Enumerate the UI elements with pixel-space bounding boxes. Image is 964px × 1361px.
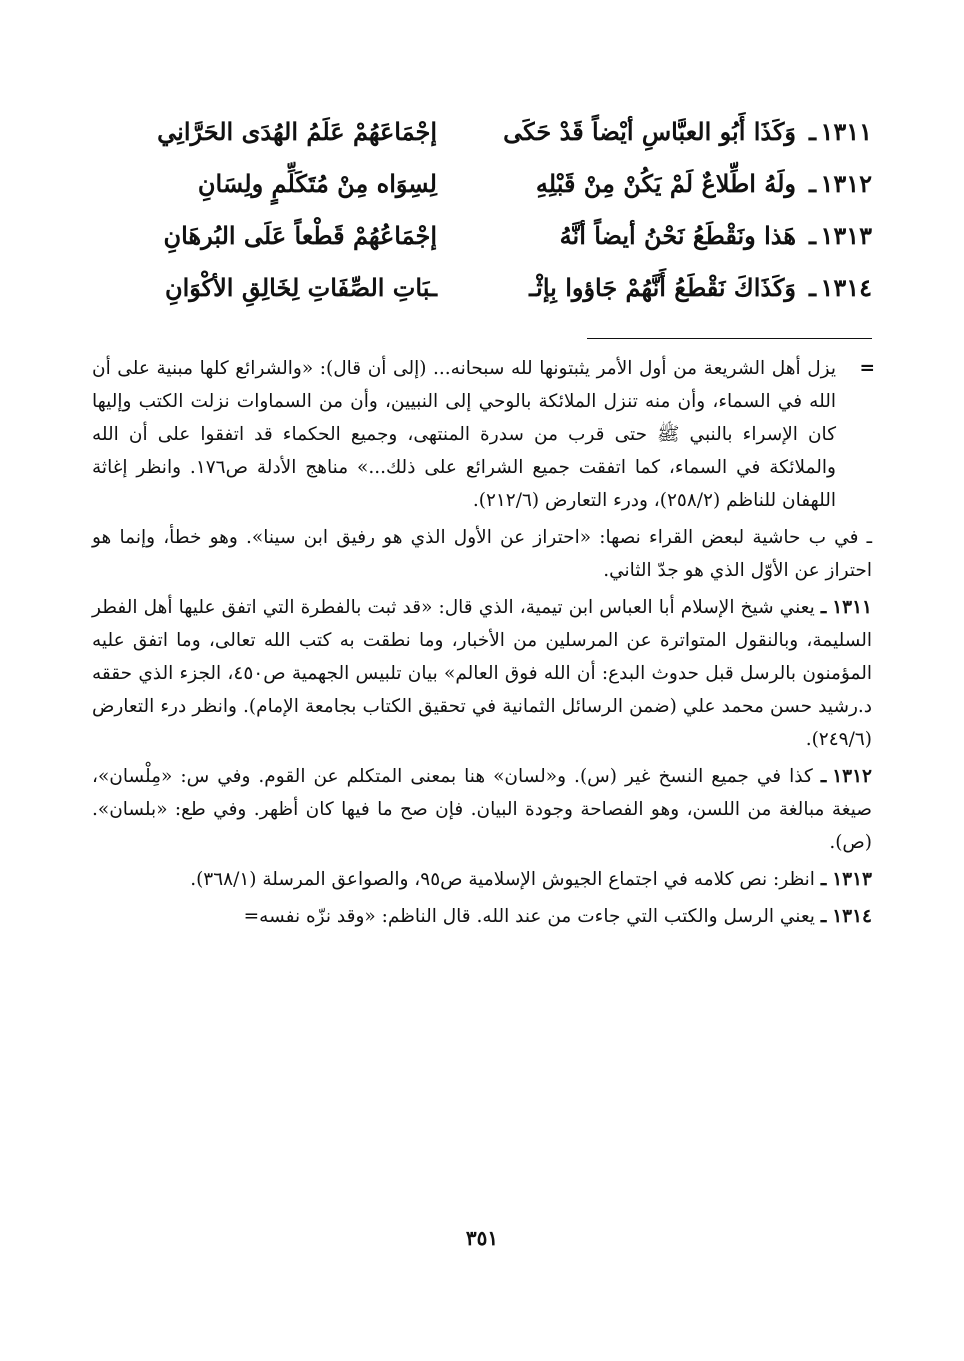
verse-second-hemistich: إجْمَاعُهُمْ قَطْعاً عَلَى البُرهَانِ: [163, 221, 437, 250]
verse-first-hemistich: وَكَذَا أَبُو العبَّاسِ أيْضاً قَدْ حَكَى: [503, 117, 796, 146]
verse-first-hemistich: هَذا ونَقْطَعُ نَحْنُ أيضاً أنَّهُ: [559, 221, 796, 250]
footnote-item: [92, 863, 872, 896]
footnote-text: كذا في جميع النسخ غير (س). و«لسان» هنا بمعنى المتكلم عن القوم. وفي س: «مِلْسان»، صيغة مبالغة من اللسن، وهو الفصاحة وجودة البيان. فإن صح ما فيها كان أظهر. وفي طع: «بلسان». (ص).: [92, 766, 872, 853]
verse-first-hemistich: ولَهُ اطِّلاعٌ لَمْ يَكُنْ مِنْ قَبْلِهِ: [535, 169, 796, 198]
continuation-marker: =: [859, 358, 875, 379]
verse-line: [87, 158, 872, 210]
footnote-dash: ـ: [820, 906, 827, 927]
verse-line: [87, 210, 872, 262]
verse-line: [87, 106, 872, 158]
footnote-number: ١٣١٣: [832, 869, 872, 890]
verse-number: ١٣١٢: [820, 169, 872, 198]
footnote-text: يعني الرسل والكتب التي جاءت من عند الله. قال الناظم: «وقد نزّه نفسه=: [243, 906, 815, 927]
footnote-number: ١٣١٤: [832, 906, 872, 927]
footnotes: [92, 352, 875, 937]
verse-second-hemistich: ـبَاتِ الصِّفَاتِ لِخَالِقِ الأكْوَانِ: [164, 273, 437, 302]
margin-note: [92, 521, 872, 587]
verse-dash: ـ: [808, 273, 816, 302]
footnote-number: ١٣١١: [832, 597, 872, 618]
continuation-text: يزل أهل الشريعة من أول الأمر يثبتونها لله سبحانه... (إلى أن قال): «والشرائع كلها مبنية على أن الله في السماء، وأن منه تنزل الملائكة بالوحي إلى النبيين، وأن من السماوات نزلت الكتب وإليها كان الإسراء بالنبي ﷺ حتى قرب من سدرة المنتهى، وجميع الحكماء قد اتفقوا على أن الله والملائكة في السماء، كما اتفقت جميع الشرائع على ذلك...» مناهج الأدلة ص١٧٦. وانظر إغاثة اللهفان للناظم (٢٥٨/٢)، ودرء التعارض (٢١٢/٦).: [92, 358, 836, 511]
margin-note-text: ـ في ب حاشية لبعض القراء نصها: «احتراز عن الأول الذي هو رفيق ابن سينا». وهو خطأ، وإنما هو احتراز عن الأوّل الذي هو جدّ الثاني.: [92, 527, 872, 581]
page-number: ٣٥١: [465, 1226, 499, 1250]
verse-line: [87, 262, 872, 314]
verse-dash: ـ: [808, 221, 816, 250]
footnote-dash: ـ: [820, 766, 827, 787]
footnote-dash: ـ: [820, 597, 827, 618]
verse-number: ١٣١٣: [820, 221, 872, 250]
poem-verses: [87, 106, 872, 314]
footnote-continuation: [92, 352, 875, 517]
verse-first-hemistich: وَكَذَاكَ نَقْطَعُ أَنَّهُمْ جَاؤوا بِإثْـ: [529, 273, 796, 302]
footnote-text: انظر: نص كلامه في اجتماع الجيوش الإسلامية ص٩٥، والصواعق المرسلة (٣٦٨/١).: [190, 869, 815, 890]
footnote-item: [92, 900, 872, 933]
footnote-number: ١٣١٢: [832, 766, 872, 787]
verse-dash: ـ: [808, 117, 816, 146]
footnote-text: يعني شيخ الإسلام أبا العباس ابن تيمية، الذي قال: «قد ثبت بالفطرة التي اتفق عليها أهل الفطر السليمة، وبالنقول المتواترة عن المرسلين من الأخبار، وما نطقت به كتب الله تعالى، وما اتفق عليه المؤمنون بالرسل قبل حدوث البدع: أن الله فوق العالم» بيان تلبيس الجهمية ص٤٥٠، الجزء الذي حققه د.رشيد حسن محمد علي (ضمن الرسائل الثمانية في تحقيق الكتاب بجامعة الإمام). وانظر درء التعارض (٢٤٩/٦).: [92, 597, 872, 750]
verse-number: ١٣١١: [820, 117, 872, 146]
footnote-separator: [587, 338, 872, 339]
verse-second-hemistich: إجْمَاعَهُمْ عَلَمُ الهُدَى الحَرَّانِي: [157, 117, 437, 146]
verse-number: ١٣١٤: [820, 273, 872, 302]
verse-second-hemistich: لِسِوَاه مِنْ مُتَكَلِّمٍ ولِسَانِ: [197, 169, 437, 198]
footnote-item: [92, 760, 872, 859]
verse-dash: ـ: [808, 169, 816, 198]
footnote-dash: ـ: [820, 869, 827, 890]
footnote-item: [92, 591, 872, 756]
